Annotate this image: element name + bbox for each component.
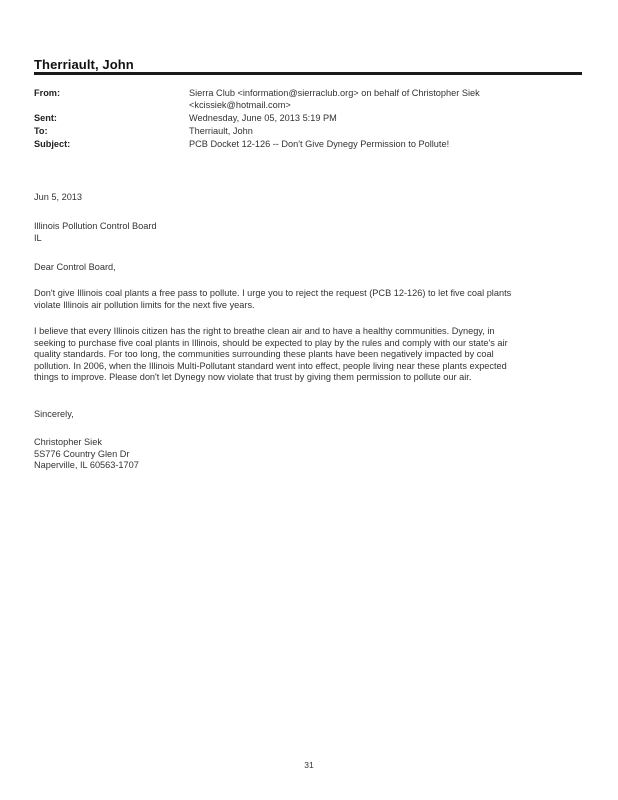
to-value: Therriault, John xyxy=(189,126,253,136)
paragraph-line: quality standards. For too long, the communities surrounding these plants have been negatively impacted by coal xyxy=(34,349,494,360)
header-divider xyxy=(34,72,582,75)
closing: Sincerely, xyxy=(34,409,74,419)
letter-date: Jun 5, 2013 xyxy=(34,192,83,202)
from-value: Sierra Club <information@sierraclub.org> on behalf of Christopher Siek xyxy=(189,88,480,98)
salutation: Dear Control Board, xyxy=(34,262,116,272)
paragraph-line: violate Illinois air pollution limits for the next five years. xyxy=(34,299,255,310)
recipient-address xyxy=(34,221,582,244)
paragraph-1 xyxy=(34,288,582,311)
signature-address: Naperville, IL 60563-1707 xyxy=(34,460,139,471)
paragraph-2 xyxy=(34,326,582,384)
recipient-name-header: Therriault, John xyxy=(34,57,134,72)
sent-label: Sent: xyxy=(34,113,57,123)
paragraph-line: pollution. In 2006, when the Illinois Multi-Pollutant standard went into effect, people living near these plants expected xyxy=(34,360,507,371)
subject-label: Subject: xyxy=(34,139,71,149)
recipient-line: Illinois Pollution Control Board xyxy=(34,221,157,231)
recipient-line: IL xyxy=(34,232,42,243)
subject-value: PCB Docket 12-126 -- Don't Give Dynegy Permission to Pollute! xyxy=(189,139,450,149)
from-label: From: xyxy=(34,88,61,98)
paragraph-line: I believe that every Illinois citizen has the right to breathe clean air and to have a healthy communities. Dynegy, in xyxy=(34,326,495,336)
paragraph-line: things to improve. Please don't let Dynegy now violate that trust by giving them permission to pollute our air. xyxy=(34,372,472,383)
paragraph-line: Don't give Illinois coal plants a free pass to pollute. I urge you to reject the request (PCB 12-126) to let five coal plants xyxy=(34,288,512,298)
page-number: 31 xyxy=(304,760,314,770)
from-email: <kcissiek@hotmail.com> xyxy=(189,100,291,110)
signature-name: Christopher Siek xyxy=(34,437,102,447)
signature-address: 5S776 Country Glen Dr xyxy=(34,448,130,459)
to-label: To: xyxy=(34,126,48,136)
sent-value: Wednesday, June 05, 2013 5:19 PM xyxy=(189,113,337,123)
signature-block xyxy=(34,437,582,472)
paragraph-line: seeking to purchase five coal plants in Illinois, should be expected to play by the rules and comply with our state's air xyxy=(34,337,508,348)
